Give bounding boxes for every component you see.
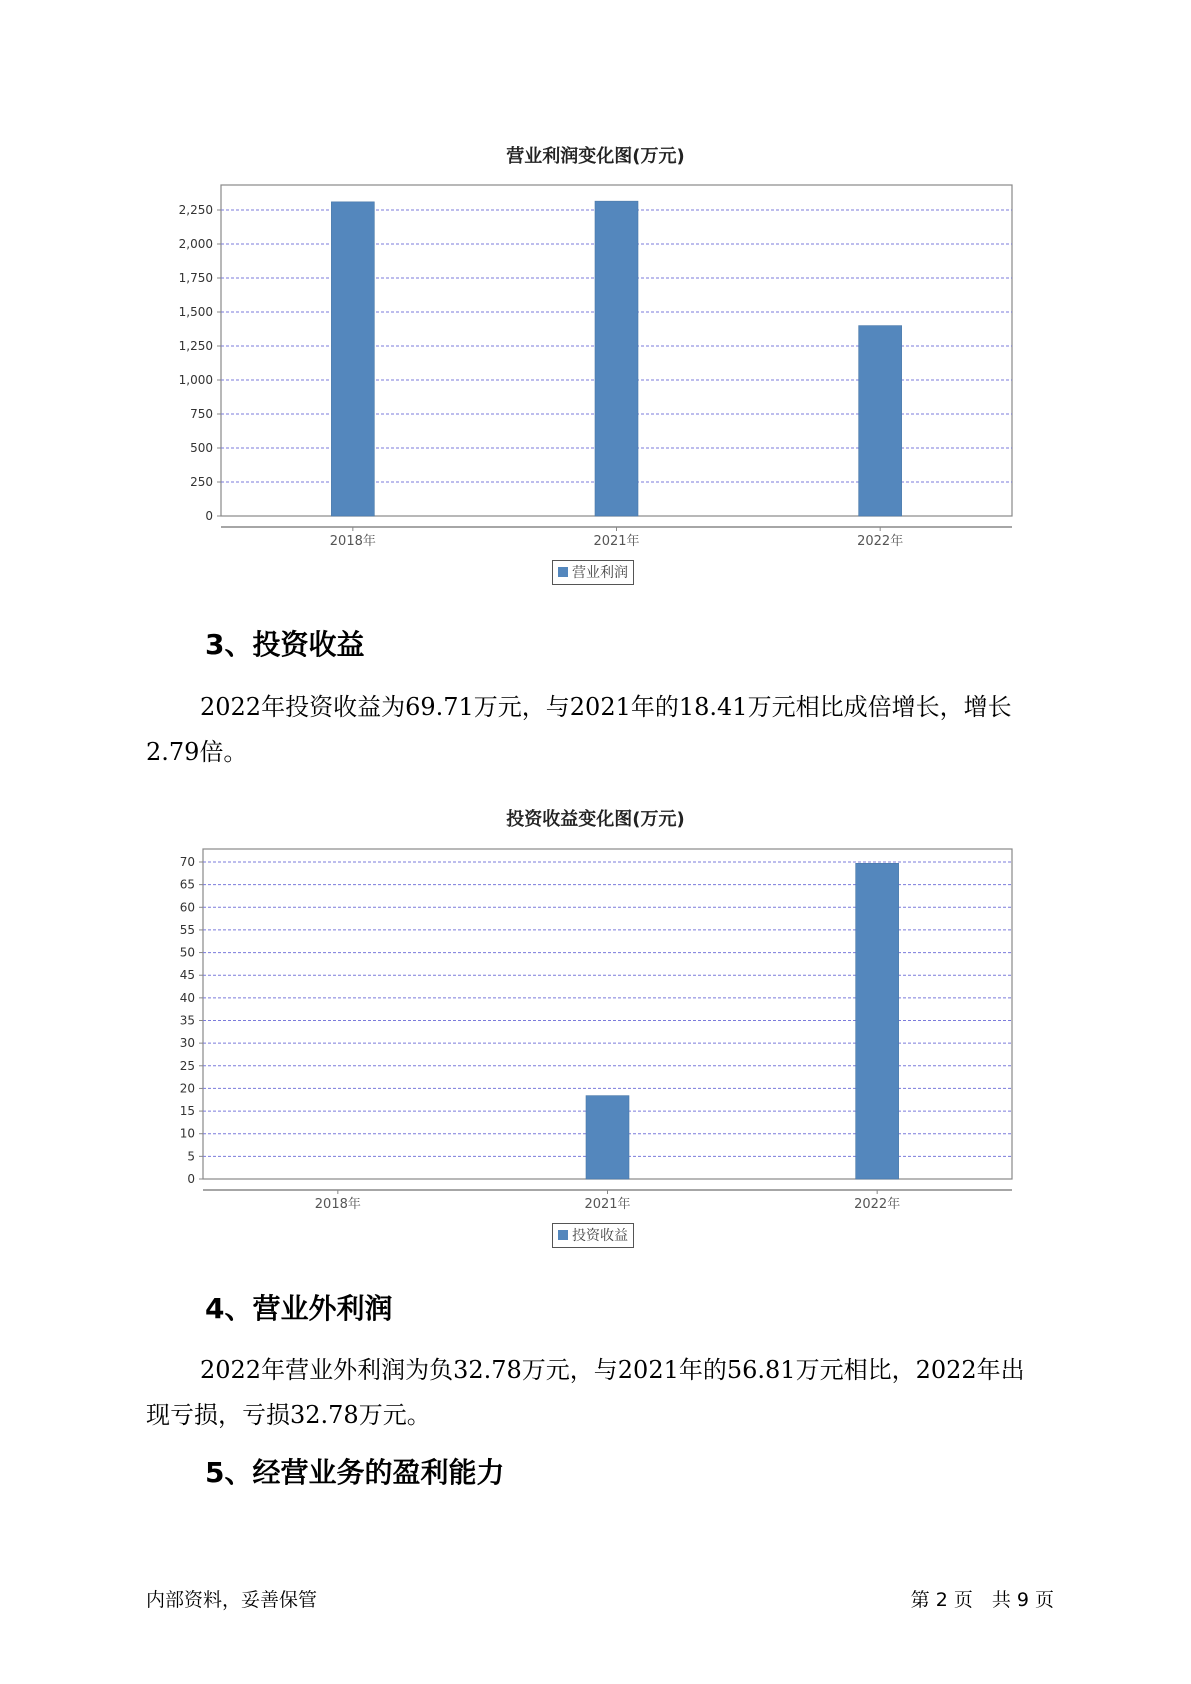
y-tick-label: 1,750: [178, 271, 213, 285]
y-tick-label: 55: [179, 922, 195, 937]
footer-confidential-note: 内部资料，妥善保管: [146, 1589, 318, 1611]
y-tick-label: 0: [187, 1172, 195, 1186]
y-tick-label: 10: [179, 1126, 195, 1141]
y-tick-label: 50: [179, 945, 195, 960]
y-tick-label: 40: [179, 990, 195, 1005]
x-tick-label: 2021年: [584, 1197, 631, 1212]
y-tick-label: 1,250: [178, 339, 213, 353]
chart1-title: 营业利润变化图(万元): [506, 146, 685, 167]
y-tick-label: 1,500: [178, 305, 213, 319]
section-5-heading: 5、经营业务的盈利能力: [205, 1456, 505, 1489]
legend-swatch: [558, 1230, 568, 1240]
y-tick-label: 500: [190, 441, 213, 455]
y-tick-label: 20: [179, 1081, 195, 1096]
y-tick-label: 2,000: [178, 237, 213, 251]
y-tick-label: 1,000: [178, 373, 213, 387]
y-tick-label: 15: [179, 1104, 195, 1119]
y-tick-label: 35: [179, 1013, 195, 1028]
y-tick-label: 25: [179, 1058, 195, 1073]
y-tick-label: 65: [179, 877, 195, 892]
bar: [586, 1096, 629, 1179]
x-tick-label: 2018年: [329, 534, 376, 549]
x-tick-label: 2021年: [593, 534, 640, 549]
y-tick-label: 45: [179, 968, 195, 983]
chart2-legend: [552, 1223, 634, 1248]
chart2-legend-label: 投资收益: [572, 1228, 628, 1244]
y-tick-label: 0: [205, 509, 213, 523]
y-tick-label: 30: [179, 1036, 195, 1051]
section-3-paragraph: 2022年投资收益为69.71万元，与2021年的18.41万元相比成倍增长，增长2.79倍。: [146, 693, 1012, 766]
y-tick-label: 250: [190, 475, 213, 489]
section-3-heading: 3、投资收益: [205, 628, 365, 661]
section-4-paragraph: 2022年营业外利润为负32.78万元，与2021年的56.81万元相比，2022年出现亏损，亏损32.78万元。: [146, 1356, 1025, 1429]
x-tick-label: 2018年: [314, 1197, 361, 1212]
chart2-title: 投资收益变化图(万元): [506, 809, 685, 830]
x-tick-label: 2022年: [854, 1197, 901, 1212]
y-tick-label: 750: [190, 407, 213, 421]
footer-page-number: 第 2 页 共 9 页: [910, 1589, 1054, 1611]
y-tick-label: 2,250: [178, 203, 213, 217]
y-tick-label: 60: [179, 900, 195, 915]
x-tick-label: 2022年: [857, 534, 904, 549]
bar: [856, 863, 899, 1179]
y-tick-label: 70: [179, 855, 195, 869]
y-tick-label: 5: [187, 1149, 195, 1164]
section-4-heading: 4、营业外利润: [205, 1292, 393, 1325]
chart1-legend-label: 营业利润: [572, 565, 628, 581]
